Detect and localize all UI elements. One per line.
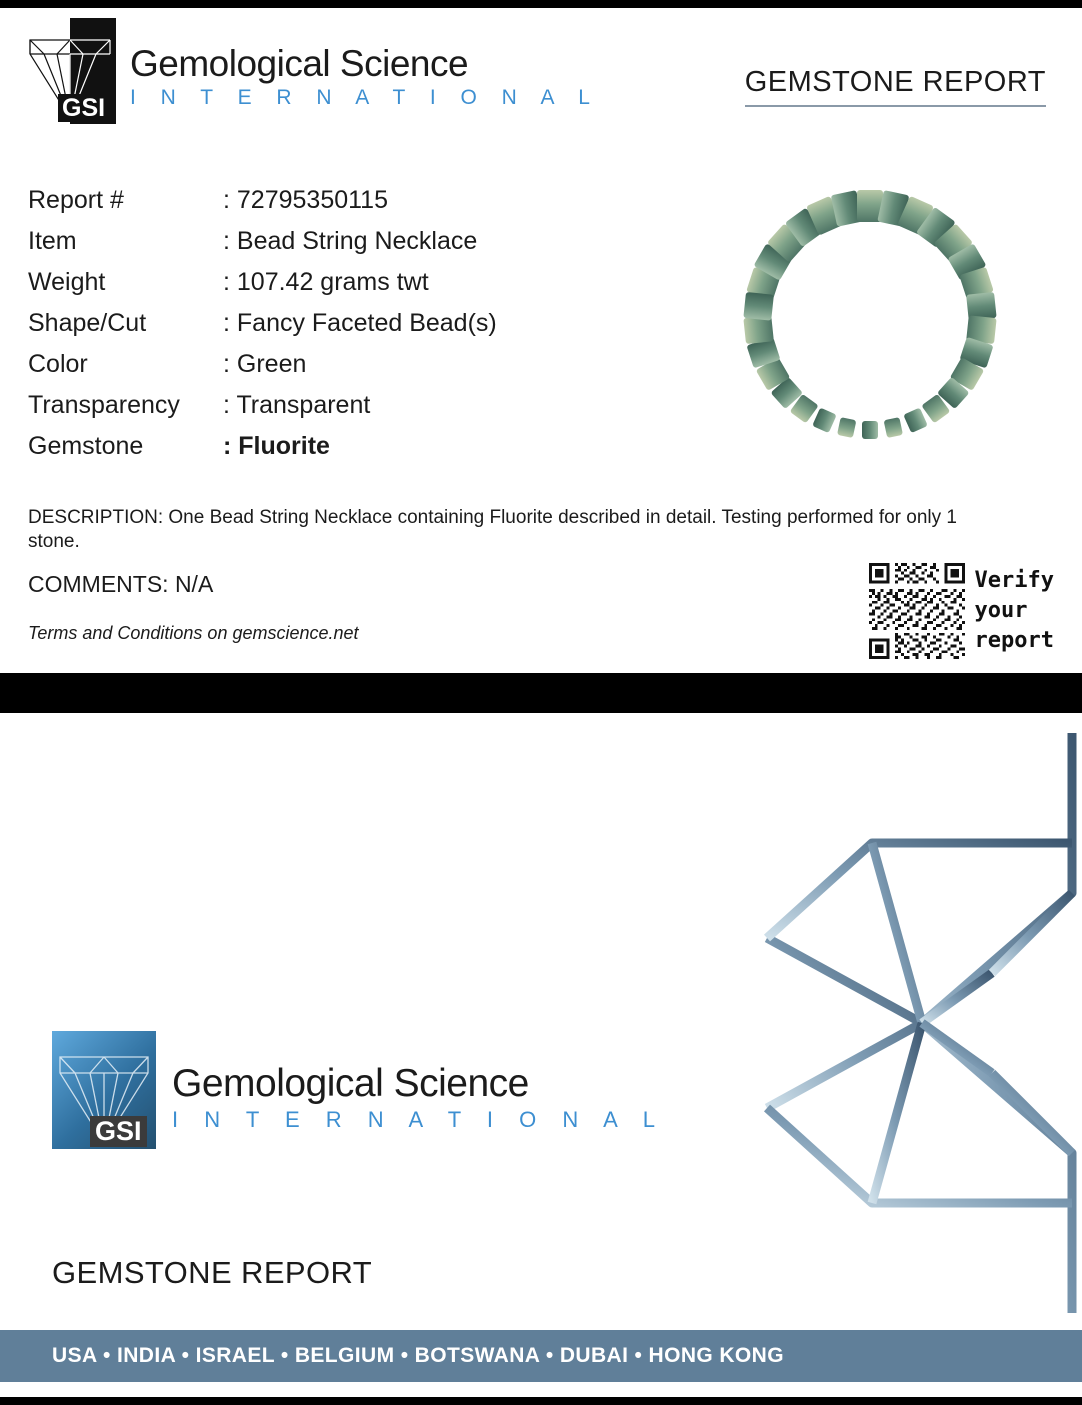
diamond-artwork-icon [672, 723, 1082, 1323]
gemstone-report-cover [0, 713, 1082, 1397]
detail-value: : 72795350115 [223, 186, 388, 214]
cover-report-type-title: GEMSTONE REPORT [52, 1255, 373, 1290]
table-row [28, 221, 648, 262]
gsi-abbrev-label: GSI [58, 94, 109, 122]
detail-label: Gemstone [28, 432, 144, 460]
brand-text [130, 44, 599, 112]
verify-line-3: report [974, 628, 1054, 653]
detail-value: : Green [223, 350, 307, 378]
brand-name: Gemological Science [172, 1062, 529, 1105]
table-row [28, 344, 648, 385]
qr-code-icon[interactable] [869, 563, 965, 659]
detail-value: : Transparent [223, 391, 371, 419]
verify-label [975, 566, 1054, 656]
verify-report-block[interactable] [869, 563, 1054, 659]
gsi-abbrev-label: GSI [90, 1116, 147, 1147]
table-row [28, 303, 648, 344]
terms-text: Terms and Conditions on gemscience.net [28, 623, 359, 643]
gsi-logo [24, 18, 599, 124]
detail-label: Item [28, 227, 77, 255]
description-text: DESCRIPTION: One Bead String Necklace containing Fluorite described in detail. Testing performed for only 1 stone. [28, 507, 957, 552]
detail-label: Shape/Cut [28, 309, 147, 337]
gemstone-report-card [0, 8, 1082, 673]
detail-label: Weight [28, 268, 106, 296]
detail-label: Transparency [28, 391, 180, 419]
table-row [28, 385, 648, 426]
gsi-logo-cover [52, 1031, 665, 1149]
detail-value: : Fancy Faceted Bead(s) [223, 309, 497, 337]
detail-value: : Bead String Necklace [223, 227, 478, 255]
report-details-table [28, 180, 648, 467]
detail-value: : 107.42 grams twt [223, 268, 429, 296]
gemstone-photo [700, 168, 1040, 468]
brand-subtitle: I N T E R N A T I O N A L [172, 1107, 665, 1132]
brand-text [172, 1063, 665, 1135]
brand-subtitle: I N T E R N A T I O N A L [130, 86, 600, 109]
verify-line-1: Verify [974, 568, 1054, 593]
comments-text: COMMENTS: N/A [28, 571, 214, 597]
table-row [28, 262, 648, 303]
locations-text: USA • INDIA • ISRAEL • BELGIUM • BOTSWANA • DUBAI • HONG KONG [52, 1344, 784, 1367]
table-row [28, 180, 648, 221]
locations-footer-bar [0, 1330, 1082, 1382]
report-type-title: GEMSTONE REPORT [745, 66, 1046, 107]
verify-line-2: your [974, 598, 1028, 623]
report-header [0, 8, 1082, 143]
detail-value: : Fluorite [223, 432, 330, 460]
detail-label: Color [28, 350, 88, 378]
diamond-logo-icon [52, 1031, 156, 1149]
brand-name: Gemological Science [130, 43, 469, 84]
table-row [28, 426, 648, 467]
diamond-logo-icon [24, 18, 116, 124]
detail-label: Report # [28, 186, 124, 214]
